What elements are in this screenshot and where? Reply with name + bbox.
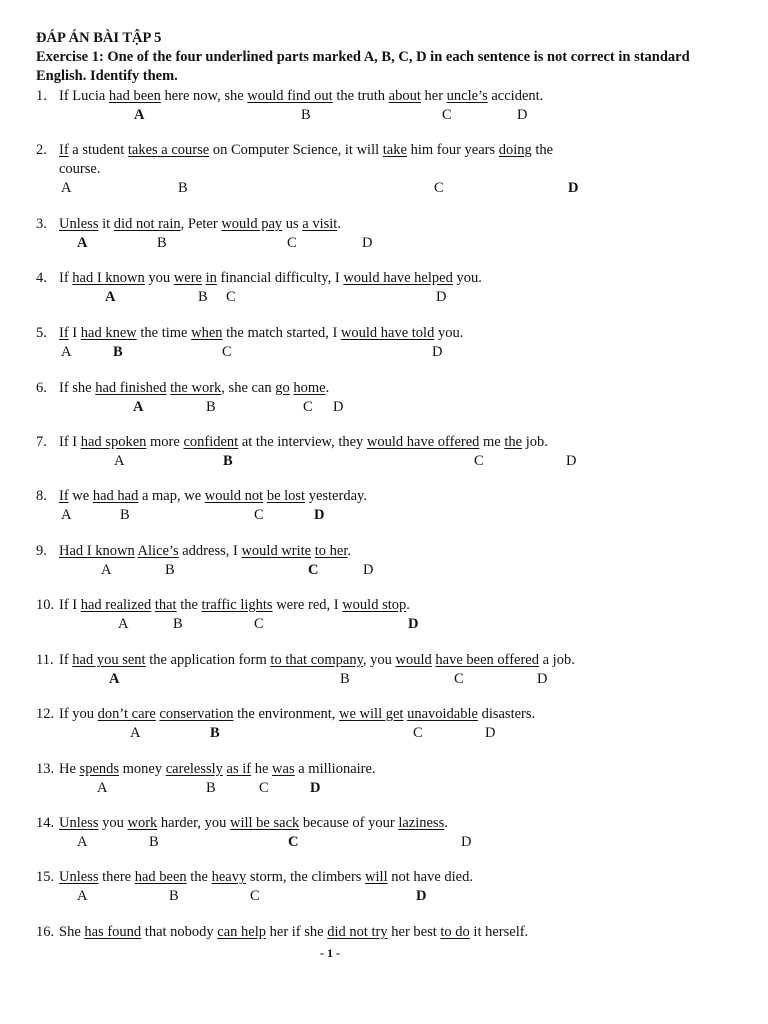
- underlined-part: had been: [108, 88, 161, 104]
- option-letter: D: [537, 671, 548, 687]
- underlined-part: unavoidable: [407, 706, 478, 722]
- sentence-text: .: [444, 815, 448, 831]
- option-letter: C: [222, 344, 232, 360]
- sentence-text: the match started, I: [222, 325, 341, 341]
- option-letter: C: [254, 616, 264, 632]
- sentence-text: the: [186, 869, 212, 885]
- question-number: 3.: [36, 216, 47, 232]
- question-sentence: [59, 380, 329, 397]
- underlined-part: had had: [92, 488, 139, 504]
- sentence-text: you.: [434, 325, 464, 341]
- sentence-text: you: [144, 270, 174, 286]
- underlined-part: to her: [314, 543, 348, 559]
- option-letter: D: [517, 107, 528, 123]
- sentence-text: there: [98, 869, 135, 885]
- sentence-text: If: [59, 652, 73, 668]
- underlined-part: heavy: [211, 869, 247, 885]
- question-sentence: [59, 597, 410, 614]
- answer-letter: A: [134, 107, 145, 123]
- underlined-part: had you sent: [72, 652, 146, 668]
- answer-letter: D: [310, 780, 321, 796]
- sentence-text: the truth: [332, 88, 389, 104]
- question-sentence: [59, 88, 543, 105]
- question-number: 8.: [36, 488, 47, 504]
- sentence-text: She: [59, 924, 85, 940]
- option-letter: D: [566, 453, 577, 469]
- underlined-part: were: [173, 270, 202, 286]
- underlined-part: If: [59, 142, 69, 158]
- sentence-text: I: [68, 325, 81, 341]
- underlined-part: would: [395, 652, 432, 668]
- underlined-part: take: [382, 142, 407, 158]
- option-letter: B: [173, 616, 183, 632]
- page-number: - 1 -: [320, 946, 340, 960]
- sentence-text: accident.: [487, 88, 544, 104]
- underlined-part: go: [275, 380, 290, 396]
- option-letter: D: [461, 834, 472, 850]
- underlined-part: If: [59, 325, 69, 341]
- answer-letter: D: [416, 888, 427, 904]
- question-sentence: [59, 270, 482, 287]
- question-number: 4.: [36, 270, 47, 286]
- sentence-text: it herself.: [469, 924, 529, 940]
- answer-letter: A: [133, 399, 144, 415]
- underlined-part: don’t care: [97, 706, 156, 722]
- sentence-text: not have died.: [387, 869, 473, 885]
- sentence-text: the time: [136, 325, 192, 341]
- underlined-part: when: [191, 325, 223, 341]
- sentence-text: job.: [522, 434, 548, 450]
- underlined-part: Had I known: [59, 543, 135, 559]
- underlined-part: the work: [170, 380, 222, 396]
- question-number: 16.: [36, 924, 55, 940]
- option-letter: A: [130, 725, 141, 741]
- option-letter: C: [250, 888, 260, 904]
- option-letter: C: [442, 107, 452, 123]
- underlined-part: would write: [241, 543, 312, 559]
- answer-letter: B: [223, 453, 233, 469]
- underlined-part: as if: [226, 761, 252, 777]
- option-letter: D: [363, 562, 374, 578]
- option-letter: B: [301, 107, 311, 123]
- underlined-part: had finished: [95, 380, 167, 396]
- answer-letter: B: [113, 344, 123, 360]
- answer-letter: A: [105, 289, 116, 305]
- underlined-part: If: [59, 488, 69, 504]
- question-sentence: [59, 216, 341, 233]
- answer-letter: D: [408, 616, 419, 632]
- sentence-text: , you: [362, 652, 396, 668]
- sentence-text: If I: [59, 434, 81, 450]
- underlined-part: would not: [204, 488, 264, 504]
- question-sentence: [59, 815, 448, 832]
- sentence-text: .: [325, 380, 330, 396]
- option-letter: D: [362, 235, 373, 251]
- question-sentence: [59, 488, 367, 505]
- option-letter: A: [114, 453, 125, 469]
- underlined-part: had knew: [80, 325, 137, 341]
- answer-letter: D: [568, 180, 579, 196]
- underlined-part: doing: [498, 142, 532, 158]
- underlined-part: did not rain: [113, 216, 181, 232]
- sentence-text: , she can: [221, 380, 276, 396]
- underlined-part: Unless: [59, 869, 99, 885]
- question-number: 1.: [36, 88, 47, 104]
- option-letter: B: [198, 289, 208, 305]
- question-sentence: [59, 325, 463, 342]
- underlined-part: work: [127, 815, 158, 831]
- sentence-text: him four years: [406, 142, 499, 158]
- underlined-part: home: [293, 380, 326, 396]
- sentence-text: If I: [59, 597, 81, 613]
- sentence-text: , Peter: [180, 216, 222, 232]
- option-letter: B: [206, 399, 216, 415]
- underlined-part: had been: [134, 869, 187, 885]
- underlined-part: traffic lights: [201, 597, 273, 613]
- option-letter: A: [61, 507, 72, 523]
- option-letter: C: [454, 671, 464, 687]
- question-number: 11.: [36, 652, 54, 668]
- answer-letter: A: [77, 235, 88, 251]
- question-number: 15.: [36, 869, 55, 885]
- sentence-text: the environment,: [233, 706, 340, 722]
- underlined-part: had I known: [72, 270, 145, 286]
- sentence-text: because of your: [299, 815, 399, 831]
- option-letter: B: [340, 671, 350, 687]
- underlined-part: laziness: [398, 815, 445, 831]
- underlined-part: would have helped: [343, 270, 453, 286]
- question-sentence-continued: course.: [59, 161, 101, 177]
- option-letter: C: [303, 399, 313, 415]
- exercise-instruction: Exercise 1: One of the four underlined parts marked A, B, C, D in each sentence is not correct in standard English. Identify them.: [36, 49, 690, 84]
- question-sentence: [59, 434, 548, 451]
- sentence-text: If: [59, 270, 73, 286]
- document-title: ĐÁP ÁN BÀI TẬP 5: [36, 30, 162, 46]
- option-letter: A: [61, 344, 72, 360]
- sentence-text: her if she: [266, 924, 328, 940]
- question-number: 6.: [36, 380, 47, 396]
- question-number: 5.: [36, 325, 47, 341]
- answer-letter: D: [314, 507, 325, 523]
- answer-letter: A: [109, 671, 120, 687]
- sentence-text: He: [59, 761, 80, 777]
- underlined-part: that: [154, 597, 177, 613]
- sentence-text: If she: [59, 380, 96, 396]
- sentence-text: were red, I: [272, 597, 343, 613]
- sentence-text: a map, we: [138, 488, 205, 504]
- option-letter: C: [474, 453, 484, 469]
- option-letter: B: [165, 562, 175, 578]
- underlined-part: can help: [217, 924, 267, 940]
- sentence-text: us: [282, 216, 303, 232]
- answer-letter: C: [288, 834, 299, 850]
- question-sentence: [59, 869, 473, 886]
- sentence-text: the: [176, 597, 202, 613]
- underlined-part: conservation: [159, 706, 234, 722]
- sentence-text: money: [119, 761, 166, 777]
- sentence-text: her best: [387, 924, 441, 940]
- sentence-text: harder, you: [157, 815, 230, 831]
- underlined-part: we will get: [339, 706, 404, 722]
- question-number: 13.: [36, 761, 55, 777]
- underlined-part: takes a course: [127, 142, 210, 158]
- question-number: 12.: [36, 706, 55, 722]
- question-sentence: [59, 142, 553, 159]
- option-letter: B: [206, 780, 216, 796]
- option-letter: B: [149, 834, 159, 850]
- option-letter: C: [287, 235, 297, 251]
- underlined-part: the: [504, 434, 523, 450]
- sentence-text: address, I: [178, 543, 242, 559]
- sentence-text: .: [337, 216, 341, 232]
- underlined-part: to do: [440, 924, 470, 940]
- sentence-text: on Computer Science, it will: [209, 142, 383, 158]
- underlined-part: about: [388, 88, 421, 104]
- underlined-part: had realized: [80, 597, 152, 613]
- underlined-part: will: [365, 869, 388, 885]
- underlined-part: to that company: [270, 652, 363, 668]
- question-sentence: [59, 761, 376, 778]
- sentence-text: a job.: [539, 652, 575, 668]
- sentence-text: storm, the climbers: [246, 869, 366, 885]
- underlined-part: be lost: [266, 488, 306, 504]
- option-letter: A: [77, 834, 88, 850]
- question-number: 10.: [36, 597, 55, 613]
- question-number: 9.: [36, 543, 47, 559]
- sentence-text: more: [146, 434, 184, 450]
- underlined-part: would find out: [247, 88, 333, 104]
- sentence-text: yesterday.: [305, 488, 367, 504]
- sentence-text: the: [531, 142, 554, 158]
- sentence-text: a millionaire.: [294, 761, 376, 777]
- underlined-part: Unless: [59, 216, 99, 232]
- sentence-text: If you: [59, 706, 98, 722]
- sentence-text: we: [68, 488, 93, 504]
- option-letter: B: [120, 507, 130, 523]
- option-letter: B: [157, 235, 167, 251]
- underlined-part: has found: [84, 924, 142, 940]
- underlined-part: spends: [79, 761, 120, 777]
- sentence-text: .: [347, 543, 351, 559]
- underlined-part: have been offered: [435, 652, 539, 668]
- sentence-text: If Lucia: [59, 88, 109, 104]
- option-letter: B: [178, 180, 188, 196]
- answer-letter: B: [210, 725, 220, 741]
- question-number: 14.: [36, 815, 55, 831]
- question-number: 7.: [36, 434, 47, 450]
- answer-letter: C: [308, 562, 319, 578]
- underlined-part: carelessly: [165, 761, 223, 777]
- option-letter: A: [118, 616, 129, 632]
- underlined-part: was: [272, 761, 295, 777]
- sentence-text: a student: [68, 142, 128, 158]
- underlined-part: would pay: [221, 216, 283, 232]
- sentence-text: you.: [452, 270, 482, 286]
- option-letter: A: [101, 562, 112, 578]
- option-letter: C: [254, 507, 264, 523]
- underlined-part: in: [205, 270, 217, 286]
- sentence-text: disasters.: [477, 706, 536, 722]
- underlined-part: Alice’s: [137, 543, 179, 559]
- underlined-part: Unless: [59, 815, 99, 831]
- option-letter: D: [436, 289, 447, 305]
- option-letter: A: [77, 888, 88, 904]
- sentence-text: .: [406, 597, 410, 613]
- question-sentence: [59, 706, 535, 723]
- sentence-text: he: [251, 761, 273, 777]
- underlined-part: would have offered: [366, 434, 480, 450]
- underlined-part: will be sack: [230, 815, 300, 831]
- option-letter: A: [97, 780, 108, 796]
- question-sentence: [59, 924, 528, 941]
- question-number: 2.: [36, 142, 47, 158]
- sentence-text: her: [420, 88, 447, 104]
- underlined-part: confident: [183, 434, 239, 450]
- underlined-part: had spoken: [80, 434, 147, 450]
- option-letter: C: [226, 289, 236, 305]
- underlined-part: a visit: [302, 216, 338, 232]
- underlined-part: would stop: [342, 597, 407, 613]
- option-letter: C: [413, 725, 423, 741]
- question-sentence: [59, 543, 351, 560]
- option-letter: B: [169, 888, 179, 904]
- option-letter: A: [61, 180, 72, 196]
- sentence-text: the application form: [145, 652, 271, 668]
- sentence-text: financial difficulty, I: [216, 270, 344, 286]
- sentence-text: me: [479, 434, 505, 450]
- question-sentence: [59, 652, 575, 669]
- option-letter: C: [259, 780, 269, 796]
- sentence-text: it: [98, 216, 114, 232]
- option-letter: D: [432, 344, 443, 360]
- option-letter: D: [485, 725, 496, 741]
- underlined-part: uncle’s: [446, 88, 488, 104]
- sentence-text: here now, she: [160, 88, 248, 104]
- sentence-text: that nobody: [141, 924, 218, 940]
- option-letter: C: [434, 180, 444, 196]
- sentence-text: at the interview, they: [238, 434, 367, 450]
- sentence-text: you: [98, 815, 128, 831]
- option-letter: D: [333, 399, 344, 415]
- underlined-part: did not try: [327, 924, 388, 940]
- underlined-part: would have told: [340, 325, 435, 341]
